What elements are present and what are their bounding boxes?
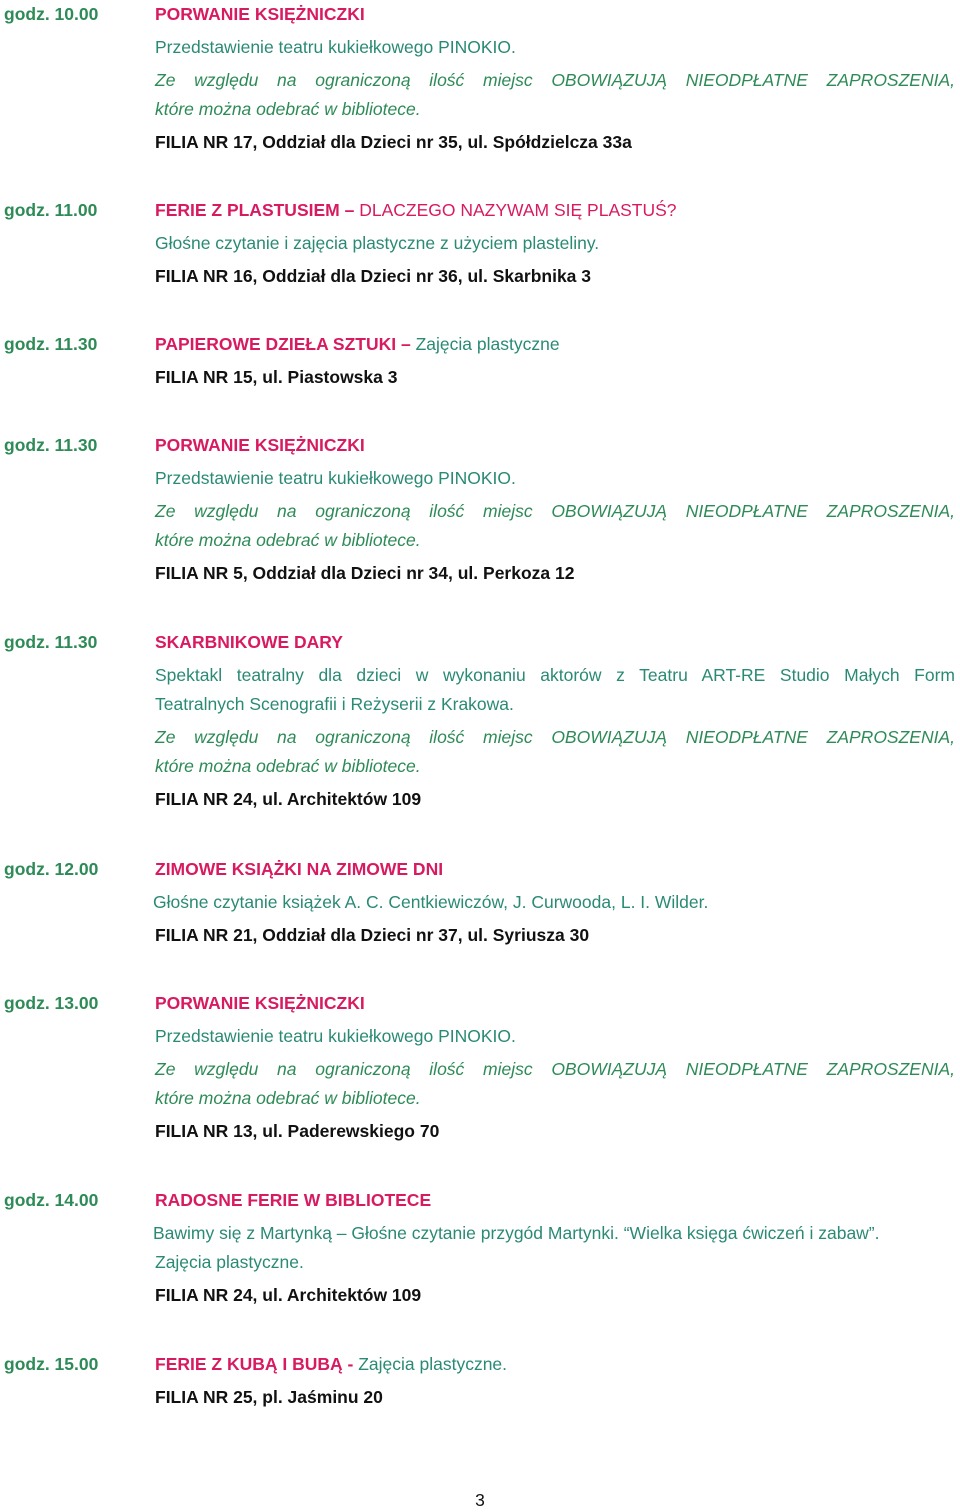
event-subtitle: Zajęcia plastyczne. [358, 1354, 508, 1374]
title-dash: – [396, 334, 416, 354]
event-description: Bawimy się z Martynką – Głośne czytanie przygód Martynki. “Wielka księga ćwiczeń i zabaw”. [153, 1223, 880, 1243]
event-subtitle: DLACZEGO NAZYWAM SIĘ PLASTUŚ? [359, 200, 677, 220]
event-title-line [155, 196, 955, 225]
event-time: godz. 11.30 [4, 435, 98, 455]
event-title: SKARBNIKOWE DARY [155, 632, 343, 652]
event-location: FILIA NR 15, ul. Piastowska 3 [155, 367, 398, 387]
event-location: FILIA NR 21, Oddział dla Dzieci nr 37, ul. Syriusza 30 [155, 925, 590, 945]
event-time: godz. 15.00 [4, 1354, 99, 1374]
invitation-note: Ze względu na ograniczoną ilość miejsc OBOWIĄZUJĄ NIEODPŁATNE ZAPROSZENIA, [155, 1059, 955, 1079]
event-title: PORWANIE KSIĘŻNICZKI [155, 993, 365, 1013]
event-location: FILIA NR 24, ul. Architektów 109 [155, 789, 422, 809]
event-body [155, 1350, 955, 1412]
event-subtitle: Zajęcia plastyczne [415, 334, 560, 354]
event-title: PORWANIE KSIĘŻNICZKI [155, 4, 365, 24]
event-location: FILIA NR 13, ul. Paderewskiego 70 [155, 1121, 440, 1141]
invitation-note-cont: które można odebrać w bibliotece. [155, 1088, 421, 1108]
invitation-note-cont: które można odebrać w bibliotece. [155, 530, 421, 550]
title-dash: – [339, 200, 360, 220]
event-time: godz. 13.00 [4, 993, 99, 1013]
event-time: godz. 10.00 [4, 4, 99, 24]
event-body [155, 431, 955, 588]
event-location: FILIA NR 25, pl. Jaśminu 20 [155, 1387, 383, 1407]
title-dash: - [342, 1354, 359, 1374]
event-title-line [155, 1350, 955, 1379]
event-time: godz. 14.00 [4, 1190, 99, 1210]
event-time: godz. 11.00 [4, 200, 98, 220]
invitation-note-cont: które można odebrać w bibliotece. [155, 756, 421, 776]
event-description-cont: Zajęcia plastyczne. [155, 1252, 304, 1272]
event-title: ZIMOWE KSIĄŻKI NA ZIMOWE DNI [155, 859, 444, 879]
event-time: godz. 11.30 [4, 632, 98, 652]
event-description: Spektakl teatralny dla dzieci w wykonaniu aktorów z Teatru ART-RE Studio Małych Form [155, 665, 955, 685]
event-time: godz. 11.30 [4, 334, 98, 354]
event-body [155, 1186, 955, 1310]
event-description: Głośne czytanie i zajęcia plastyczne z użyciem plasteliny. [155, 233, 600, 253]
event-body [155, 0, 955, 157]
event-description: Przedstawienie teatru kukiełkowego PINOKIO. [155, 1026, 516, 1046]
event-title-line [155, 330, 955, 359]
event-location: FILIA NR 16, Oddział dla Dzieci nr 36, ul. Skarbnika 3 [155, 266, 592, 286]
event-description: Przedstawienie teatru kukiełkowego PINOKIO. [155, 468, 516, 488]
event-location: FILIA NR 24, ul. Architektów 109 [155, 1285, 422, 1305]
invitation-note: Ze względu na ograniczoną ilość miejsc OBOWIĄZUJĄ NIEODPŁATNE ZAPROSZENIA, [155, 727, 955, 747]
event-description: Przedstawienie teatru kukiełkowego PINOKIO. [155, 37, 516, 57]
event-body [155, 628, 955, 814]
event-description: Głośne czytanie książek A. C. Centkiewiczów, J. Curwooda, L. I. Wilder. [153, 892, 709, 912]
invitation-note: Ze względu na ograniczoną ilość miejsc OBOWIĄZUJĄ NIEODPŁATNE ZAPROSZENIA, [155, 70, 955, 90]
event-title: FERIE Z KUBĄ I BUBĄ [155, 1354, 343, 1374]
page-number: 3 [475, 1490, 485, 1510]
event-body [155, 330, 955, 392]
event-location: FILIA NR 5, Oddział dla Dzieci nr 34, ul. Perkoza 12 [155, 563, 575, 583]
event-body [155, 989, 955, 1146]
event-body [155, 196, 955, 291]
event-time: godz. 12.00 [4, 859, 99, 879]
event-title: PORWANIE KSIĘŻNICZKI [155, 435, 365, 455]
invitation-note: Ze względu na ograniczoną ilość miejsc OBOWIĄZUJĄ NIEODPŁATNE ZAPROSZENIA, [155, 501, 955, 521]
event-description-cont: Teatralnych Scenografii i Reżyserii z Krakowa. [155, 694, 514, 714]
event-title: PAPIEROWE DZIEŁA SZTUKI [155, 334, 397, 354]
event-body [155, 855, 955, 950]
event-location: FILIA NR 17, Oddział dla Dzieci nr 35, ul. Spółdzielcza 33a [155, 132, 632, 152]
event-title: RADOSNE FERIE W BIBLIOTECE [155, 1190, 432, 1210]
event-title: FERIE Z PLASTUSIEM [155, 200, 340, 220]
invitation-note-cont: które można odebrać w bibliotece. [155, 99, 421, 119]
